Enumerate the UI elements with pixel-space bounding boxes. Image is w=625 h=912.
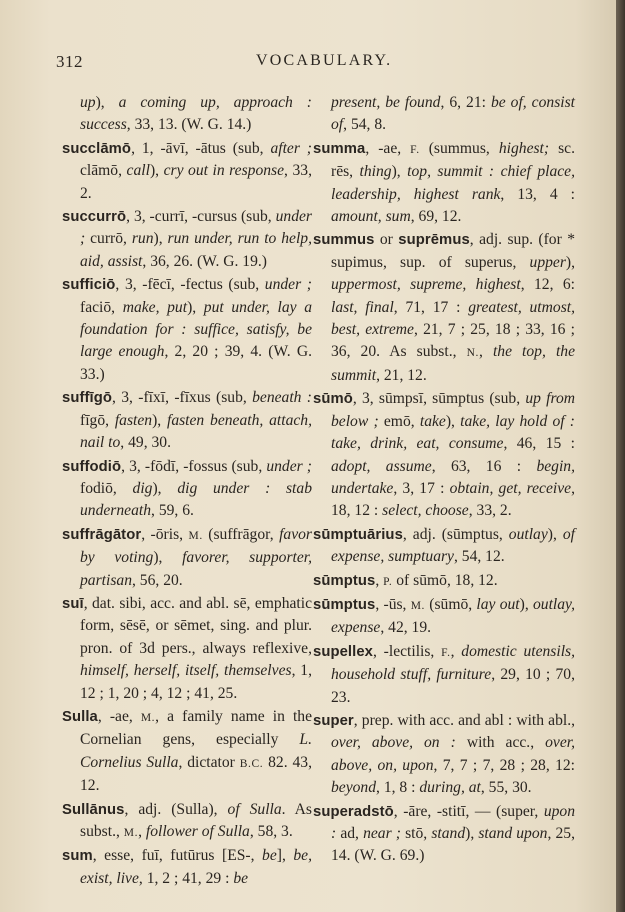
entry-text: , a family name in the Cornelian gens, especially bbox=[80, 707, 312, 749]
entry-text: , -lectilis, bbox=[373, 642, 442, 660]
entry-text: , 63, 16 : bbox=[431, 457, 537, 475]
entry-text: or bbox=[374, 231, 399, 249]
gloss: favor by voting bbox=[80, 525, 312, 567]
entry-text: currō, bbox=[85, 230, 132, 248]
entry-text: fodiō, bbox=[80, 479, 133, 497]
grammar-abbrev: N. bbox=[466, 347, 479, 360]
gloss: take, lay hold of : take, drink, eat, consume bbox=[331, 412, 575, 453]
grammar-abbrev: F. bbox=[410, 143, 420, 156]
gloss: stand bbox=[431, 825, 466, 842]
entry-text: , 12, 6: bbox=[520, 276, 575, 294]
entry-text: , 58, 3. bbox=[249, 823, 293, 840]
gloss: near ; bbox=[363, 825, 401, 842]
entry-text: , 13, 4 : bbox=[500, 185, 575, 203]
grammar-abbrev: F. bbox=[441, 646, 451, 659]
entry-text: (suffrāgor, bbox=[202, 525, 280, 543]
entry-text: , 56, 20. bbox=[132, 571, 183, 589]
vocab-entry bbox=[313, 570, 575, 593]
entry-text: emō, bbox=[378, 412, 420, 430]
running-title: VOCABULARY. bbox=[256, 52, 393, 69]
entry-text: ), bbox=[152, 479, 178, 497]
entry-text: , 25, 14. (W. G. 69.) bbox=[331, 825, 575, 865]
entry-text: . As subst., bbox=[80, 800, 312, 840]
entry-text: ), bbox=[519, 595, 533, 613]
entry-text: , 3, 17 : bbox=[393, 479, 450, 497]
gloss: call bbox=[126, 162, 150, 180]
entry-text: , 3, -fīxī, -fīxus (sub, bbox=[112, 389, 253, 407]
entry-text: ), bbox=[391, 163, 408, 181]
headword: Sulla bbox=[62, 708, 98, 725]
headword: sūmō bbox=[313, 391, 353, 408]
headword: sūmptus bbox=[313, 572, 376, 589]
grammar-abbrev: B.C. bbox=[239, 757, 264, 770]
headword: Sullānus bbox=[62, 801, 125, 818]
gloss: thing bbox=[359, 163, 392, 181]
entry-text: (summus, bbox=[419, 139, 499, 157]
headword: succurrō bbox=[62, 209, 127, 226]
entry-text: , adj. (sūmptus, bbox=[402, 525, 509, 543]
entry-text: , 3, sūmpsī, sūmptus (sub, bbox=[352, 390, 526, 408]
gloss: follower of Sulla bbox=[145, 823, 250, 840]
entry-text: stō, bbox=[400, 825, 432, 842]
entry-text: , 71, 17 : bbox=[393, 298, 469, 316]
left-column bbox=[62, 92, 312, 891]
entry-text: , bbox=[478, 343, 493, 361]
vocab-entry bbox=[313, 710, 575, 800]
headword: summa bbox=[313, 140, 366, 157]
right-column bbox=[313, 92, 575, 869]
gloss: be bbox=[233, 869, 249, 887]
vocab-entry bbox=[313, 801, 575, 868]
gloss: upper bbox=[529, 253, 566, 271]
entry-text: , -ūs, bbox=[375, 595, 411, 613]
gloss: up from below ; bbox=[331, 390, 576, 430]
gloss: himself, herself, itself, themselves bbox=[80, 662, 292, 680]
entry-text: , dat. sibi, acc. and abl. sē, emphatic form, sēsē, or sēmet, sing. and plur. pron. of 3d pers., always reflexive, bbox=[80, 594, 312, 657]
gloss: L. Cornelius Sulla bbox=[80, 731, 312, 771]
entry-text: , 6, 21: bbox=[440, 94, 491, 111]
entry-text: , 21, 12. bbox=[376, 366, 427, 384]
gloss: stand upon bbox=[478, 825, 548, 842]
vocab-entry bbox=[313, 524, 575, 569]
entry-text: , -āre, -stitī, — (super, bbox=[393, 802, 544, 820]
entry-text: , 49, 30. bbox=[120, 434, 171, 452]
gloss: a coming up, approach : success bbox=[80, 94, 312, 134]
entry-text: , 54, 8. bbox=[343, 116, 387, 134]
page-edge bbox=[616, 0, 625, 912]
gloss: beyond bbox=[331, 779, 377, 797]
entry-text: ), bbox=[445, 412, 461, 430]
entry-text: , 3, -fēcī, -fectus (sub, bbox=[115, 276, 265, 294]
entry-text: , 1, 2 ; 41, 29 : bbox=[138, 869, 234, 887]
entry-text: , 29, 10 ; 70, 23. bbox=[331, 666, 575, 706]
gloss: of expense, sumptuary bbox=[331, 525, 575, 566]
headword: suffodiō bbox=[62, 458, 122, 475]
entry-text: ), bbox=[149, 162, 164, 180]
gloss: run under, run to help, aid, assist bbox=[80, 230, 312, 270]
entry-text: , 54, 12. bbox=[453, 548, 505, 566]
headword: succlāmō bbox=[62, 140, 132, 157]
gloss: greatest, utmost, best, extreme bbox=[331, 298, 575, 339]
entry-text: (sūmō, bbox=[425, 595, 477, 613]
headword: suffīgō bbox=[62, 390, 113, 407]
entry-text: ), bbox=[95, 94, 119, 111]
entry-text: , 1, 8 : bbox=[376, 779, 420, 797]
entry-text: ), bbox=[565, 253, 575, 271]
vocab-entry bbox=[313, 92, 575, 137]
gloss: highest; bbox=[498, 139, 550, 157]
entry-text: ), bbox=[153, 230, 168, 248]
entry-text: , prep. with acc. and abl : with abl., bbox=[353, 711, 575, 729]
gloss: be, exist, live bbox=[80, 847, 312, 887]
entry-text: of sūmō, 18, 12. bbox=[392, 571, 498, 589]
gloss: dig bbox=[132, 479, 153, 497]
vocab-entry bbox=[62, 593, 312, 705]
entry-text: , 33, 2. bbox=[80, 162, 312, 202]
vocab-entry bbox=[62, 387, 312, 454]
gloss: fasten bbox=[114, 411, 153, 429]
gloss: amount, sum bbox=[331, 208, 411, 226]
gloss: put under, lay a foundation for : suffice, satisfy, be large enough bbox=[80, 298, 313, 361]
headword: suī bbox=[62, 595, 84, 612]
grammar-abbrev: M. bbox=[140, 711, 156, 724]
entry-text: , 69, 12. bbox=[410, 208, 462, 226]
entry-text: , adj. sup. (for * supimus, sup. of superus, bbox=[331, 231, 575, 271]
headword: sūmptus bbox=[313, 596, 376, 613]
entry-text: , esse, fuī, futūrus [ES-, bbox=[92, 847, 263, 865]
gloss: dig under : stab underneath bbox=[80, 479, 312, 520]
gloss: be bbox=[262, 847, 277, 865]
entry-text: clāmō, bbox=[80, 162, 127, 180]
gloss: uppermost, supreme, highest bbox=[331, 276, 521, 294]
vocab-entry bbox=[62, 456, 312, 523]
headword: suffrāgātor bbox=[62, 526, 142, 543]
gloss: cry out in response bbox=[163, 162, 285, 180]
entry-text: , 55, 30. bbox=[480, 779, 532, 797]
entry-text: , bbox=[375, 571, 384, 589]
headword: sūmptuārius bbox=[313, 526, 403, 543]
gloss: under ; bbox=[80, 208, 312, 248]
entry-text: ), bbox=[465, 825, 479, 842]
vocab-entry bbox=[62, 524, 312, 592]
headword: supellex bbox=[313, 643, 374, 660]
entry-text: ), bbox=[152, 411, 167, 429]
headword: super bbox=[313, 712, 354, 729]
vocab-entry bbox=[62, 706, 312, 798]
page-number: 312 bbox=[56, 52, 83, 71]
vocab-entry bbox=[313, 138, 575, 229]
entry-text: , 2, 20 ; 39, 4. (W. G. 33.) bbox=[80, 343, 312, 383]
entry-text: , 18, 12 : bbox=[331, 479, 575, 520]
gloss: run bbox=[131, 230, 154, 248]
grammar-abbrev: M. bbox=[123, 827, 139, 839]
entry-text: ), bbox=[153, 549, 183, 567]
gloss: select, choose bbox=[382, 502, 469, 520]
gloss: under ; bbox=[264, 276, 312, 294]
grammar-abbrev: M. bbox=[410, 599, 426, 612]
entry-text: ), bbox=[547, 525, 563, 543]
entry-text: , 36, 26. (W. G. 19.) bbox=[142, 252, 267, 270]
gloss: fasten beneath, attach, nail to bbox=[80, 411, 312, 452]
entry-text: sc. rēs, bbox=[331, 139, 575, 181]
gloss: domestic utensils, household stuff, furniture bbox=[331, 642, 575, 684]
gloss: beneath : bbox=[252, 389, 312, 407]
vocab-entry bbox=[313, 641, 575, 709]
entry-text: ad, bbox=[336, 825, 364, 842]
entry-text: , dictator bbox=[178, 753, 240, 771]
gloss: favorer, supporter, partisan bbox=[80, 549, 313, 589]
gloss: lay out bbox=[476, 595, 520, 613]
entry-text: , 7, 7 ; 7, 28 ; 28, 12: bbox=[433, 756, 576, 774]
gloss: be of, consist of bbox=[331, 94, 575, 134]
entry-text: , 3, -fōdī, -fossus (sub, bbox=[121, 457, 267, 475]
headword: summus bbox=[313, 232, 375, 249]
grammar-abbrev: M. bbox=[188, 529, 203, 542]
entry-text: , adj. (Sulla), bbox=[124, 800, 228, 818]
headword: sum bbox=[62, 848, 93, 865]
entry-text: 82. 43, 12. bbox=[80, 753, 312, 795]
gloss: outlay bbox=[508, 525, 548, 543]
entry-text: ), bbox=[187, 298, 204, 316]
gloss: over, above, on : bbox=[331, 734, 456, 752]
entry-text: , bbox=[450, 642, 462, 660]
entry-text: , 1, 12 ; 1, 20 ; 4, 12 ; 41, 25. bbox=[80, 662, 312, 702]
entry-text: , -ae, bbox=[365, 139, 411, 157]
vocab-entry bbox=[62, 799, 312, 845]
entry-text: , 42, 19. bbox=[380, 619, 432, 637]
gloss: of Sulla bbox=[227, 800, 282, 818]
vocab-entry bbox=[313, 229, 575, 387]
vocab-entry bbox=[62, 92, 312, 137]
entry-text: , 33, 2. bbox=[468, 502, 512, 520]
gloss: after ; bbox=[270, 139, 312, 157]
entry-text: , 3, -currī, -cursus (sub, bbox=[126, 208, 276, 226]
gloss: the top, the summit bbox=[331, 343, 575, 384]
entry-text: ], bbox=[276, 847, 294, 865]
entry-text: , 1, -āvī, -ātus (sub, bbox=[131, 139, 271, 157]
vocab-entry bbox=[62, 845, 312, 890]
vocab-entry bbox=[313, 388, 575, 522]
entry-text: , 21, 7 ; 25, 18 ; 33, 16 ; 36, 20. As subst., bbox=[331, 321, 576, 361]
entry-text: fīgō, bbox=[80, 411, 115, 429]
headword: superadstō bbox=[313, 803, 394, 820]
gloss: over, above, on, upon bbox=[331, 734, 575, 774]
vocab-entry bbox=[62, 274, 312, 386]
gloss: take bbox=[419, 412, 446, 430]
headword: suprēmus bbox=[398, 232, 470, 249]
gloss: obtain, get, receive bbox=[449, 479, 572, 497]
entry-text: , -ōris, bbox=[141, 525, 189, 543]
vocab-entry bbox=[62, 206, 312, 273]
entry-text: , bbox=[138, 823, 146, 840]
vocab-entry bbox=[62, 138, 312, 205]
gloss: during, at bbox=[419, 779, 481, 797]
gloss: last, final bbox=[331, 298, 394, 316]
entry-text: , 59, 6. bbox=[151, 502, 194, 520]
grammar-abbrev: P. bbox=[383, 575, 393, 588]
vocab-entry bbox=[313, 594, 575, 640]
gloss: outlay, expense bbox=[331, 595, 575, 637]
entry-text: , -ae, bbox=[97, 707, 141, 725]
gloss: make, put bbox=[122, 298, 188, 316]
gloss: up bbox=[80, 94, 96, 111]
entry-text: with acc., bbox=[455, 734, 546, 752]
gloss: present, be found bbox=[331, 94, 441, 111]
gloss: under ; bbox=[266, 457, 312, 475]
entry-text: , 46, 15 : bbox=[503, 435, 575, 453]
gloss: upon : bbox=[331, 802, 575, 842]
gloss: top, summit : chief place, leadership, highest rank bbox=[331, 163, 576, 203]
page-header bbox=[56, 52, 586, 74]
headword: sufficiō bbox=[62, 277, 116, 294]
entry-text: faciō, bbox=[80, 298, 123, 316]
entry-text: , 33, 13. (W. G. 14.) bbox=[126, 116, 252, 134]
gloss: begin, undertake bbox=[331, 457, 575, 497]
gloss: adopt, assume bbox=[331, 457, 432, 475]
